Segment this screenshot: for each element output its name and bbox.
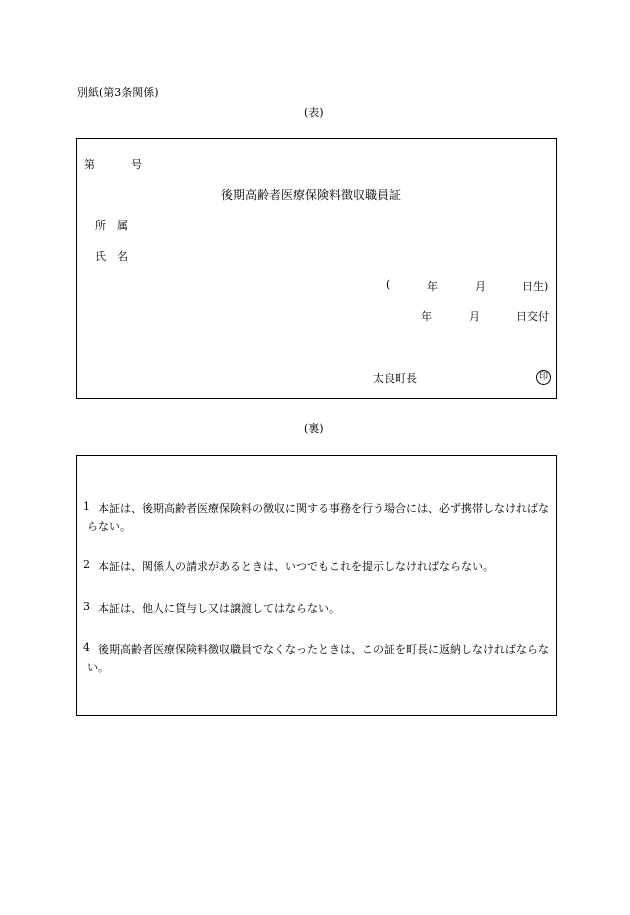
issue-month-label: 月	[469, 310, 480, 323]
note-text: 本証は、他人に貸与し又は譲渡してはならない。	[98, 602, 340, 615]
issue-day-label: 日交付	[516, 310, 549, 323]
note-text: 本証は、関係人の請求があるときは、いつでもこれを提示しなければならない。	[98, 560, 494, 573]
front-card-box	[76, 138, 557, 399]
birth-open-paren: (	[386, 278, 391, 291]
note-number: 3	[83, 600, 90, 613]
card-title: 後期高齢者医療保険料徴収職員証	[221, 188, 402, 202]
number-prefix: 第	[84, 158, 95, 171]
issue-year-label: 年	[421, 310, 432, 323]
note-text: 後期高齢者医療保険料徴収職員でなくなったときは、この証を町長に返納しなければならない。	[87, 643, 549, 674]
affiliation-label: 所 属	[95, 219, 128, 232]
birth-month-label: 月	[475, 280, 486, 293]
attachment-label: 別紙(第3条関係)	[77, 86, 159, 99]
back-card-box	[76, 455, 557, 716]
note-number: 1	[83, 500, 90, 513]
birth-year-label: 年	[427, 280, 438, 293]
note-text: 本証は、後期高齢者医療保険料の徴収に関する事務を行う場合には、必ず携帯しなければならない。	[87, 502, 549, 533]
issuer-label: 太良町長	[373, 372, 417, 385]
front-side-label: (表)	[304, 106, 324, 119]
note-number: 4	[83, 641, 90, 654]
birth-day-label: 日生)	[522, 280, 549, 293]
name-label: 氏 名	[95, 250, 128, 263]
number-suffix: 号	[131, 158, 142, 171]
back-side-label: (裏)	[304, 422, 324, 435]
note-number: 2	[83, 558, 90, 571]
seal-icon: 印	[536, 370, 551, 385]
